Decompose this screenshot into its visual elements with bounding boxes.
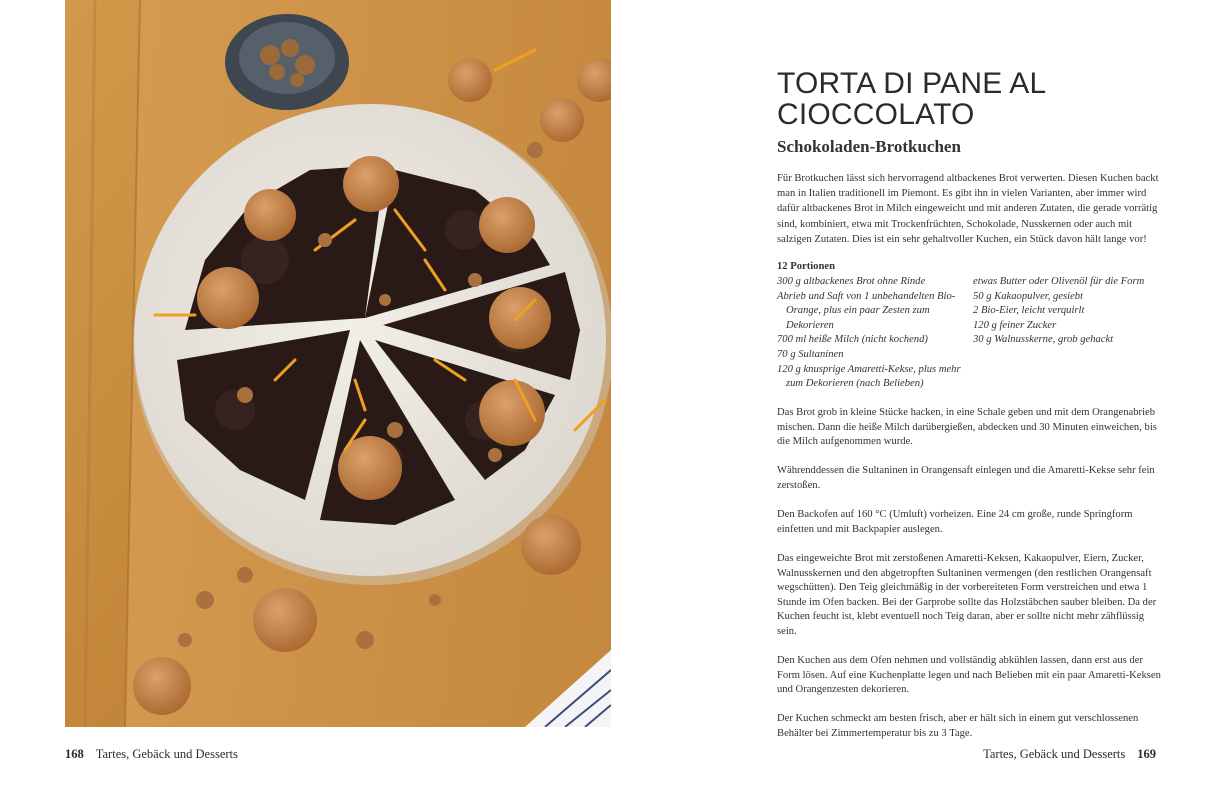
ingredient-item: 50 g Kakaopulver, gesiebt	[973, 290, 1084, 302]
ingredient-item: 30 g Walnusskerne, grob gehackt	[973, 334, 1114, 346]
section-name: Tartes, Gebäck und Desserts	[95, 747, 238, 761]
recipe-intro: Für Brotkuchen lässt sich hervorragend altbackenes Brot verwerten. Diesen Kuchen backt man in Italien traditionell im Piemont. Es gibt ihn in vielen Varianten, aber immer wird dafür altbackenes Brot in Milch eingeweicht und mit anderen Zutaten, die gerade vorrätig sind, kombiniert, etwa mit Trockenfrüchten, Schokolade, Nusskernen oder auch mit salzigen Zutaten. Dies ist ein sehr gehaltvoller Kuchen, ein Stück davon hält lange vor!	[777, 173, 1159, 245]
ingredient-item: 300 g altbackenes Brot ohne Rinde	[777, 276, 926, 287]
recipe-title-line: TORTA DI PANE AL	[777, 67, 1047, 100]
method-step: Den Backofen auf 160 °C (Umluft) vorheizen. Eine 24 cm große, runde Springform einfetten und mit Backpapier auslegen.	[777, 509, 1133, 535]
recipe-title	[777, 68, 1177, 130]
recipe-title-line: CIOCCOLATO	[777, 98, 975, 131]
ingredient-item: 120 g knusprige Amaretti-Kekse, plus mehr zum Dekorieren (nach Belieben)	[777, 363, 961, 390]
ingredients-list	[777, 275, 1167, 392]
method-step: Der Kuchen schmeckt am besten frisch, aber er hält sich in einem gut verschlossenen Behälter bei Zimmertemperatur bis zu 3 Tage.	[777, 713, 1139, 740]
ingredient-item: 120 g feiner Zucker	[973, 319, 1057, 331]
method-step: Das eingeweichte Brot mit zerstoßenen Amaretti-Keksen, Kakaopulver, Eiern, Zucker, Walnusskernen und den abgetropften Sultaninen vermengen (den restlichen Orangensaft wegschütten). Den Teig gleichmäßig in der vorbereiteten Form verstreichen und etwa 1 Stunde im Ofen backen. Bei der Garprobe sollte das Holzstäbchen sauber bleiben. Da der Kuchen feucht ist, klebt eventuell noch Teig daran, aber er sollte nicht mehr zähflüssig sein.	[777, 552, 1157, 637]
right-page-footer	[983, 747, 1156, 762]
ingredient-item: 2 Bio-Eier, leicht verquirlt	[973, 305, 1085, 317]
recipe-photo	[65, 0, 611, 727]
method-step: Das Brot grob in kleine Stücke hacken, in eine Schale geben und mit dem Orangenabrieb mischen. Dann die heiße Milch darübergießen, abdecken und 30 Minuten einweichen, bis die Milch aufgenommen wurde.	[777, 407, 1157, 448]
ingredient-item: Abrieb und Saft von 1 unbehandelten Bio-Orange, plus ein paar Zesten zum Dekorieren	[777, 290, 956, 331]
portions-label: 12 Portionen	[777, 261, 835, 272]
section-name: Tartes, Gebäck und Desserts	[983, 747, 1126, 761]
page-number: 169	[1137, 747, 1156, 761]
chocolate-bread-cake-photo	[65, 0, 611, 727]
ingredient-item: 700 ml heiße Milch (nicht kochend)	[777, 334, 928, 346]
left-page-footer	[65, 747, 238, 762]
ingredients-column-1	[777, 275, 973, 392]
ingredient-item: etwas Butter oder Olivenöl für die Form	[973, 276, 1145, 287]
page-number: 168	[65, 747, 84, 761]
method-step: Den Kuchen aus dem Ofen nehmen und vollständig abkühlen lassen, dann erst aus der Form lösen. Auf eine Kuchenplatte legen und nach Belieben mit ein paar Amaretti-Keksen und Orangenzesten dekorieren.	[777, 655, 1161, 696]
method-step: Währenddessen die Sultaninen in Orangensaft einlegen und die Amaretti-Kekse sehr fein zerstoßen.	[777, 465, 1155, 491]
ingredient-item: 70 g Sultaninen	[777, 348, 844, 360]
recipe-subtitle: Schokoladen-Brotkuchen	[777, 137, 961, 156]
method-steps	[777, 406, 1161, 756]
ingredients-column-2	[973, 275, 1167, 392]
